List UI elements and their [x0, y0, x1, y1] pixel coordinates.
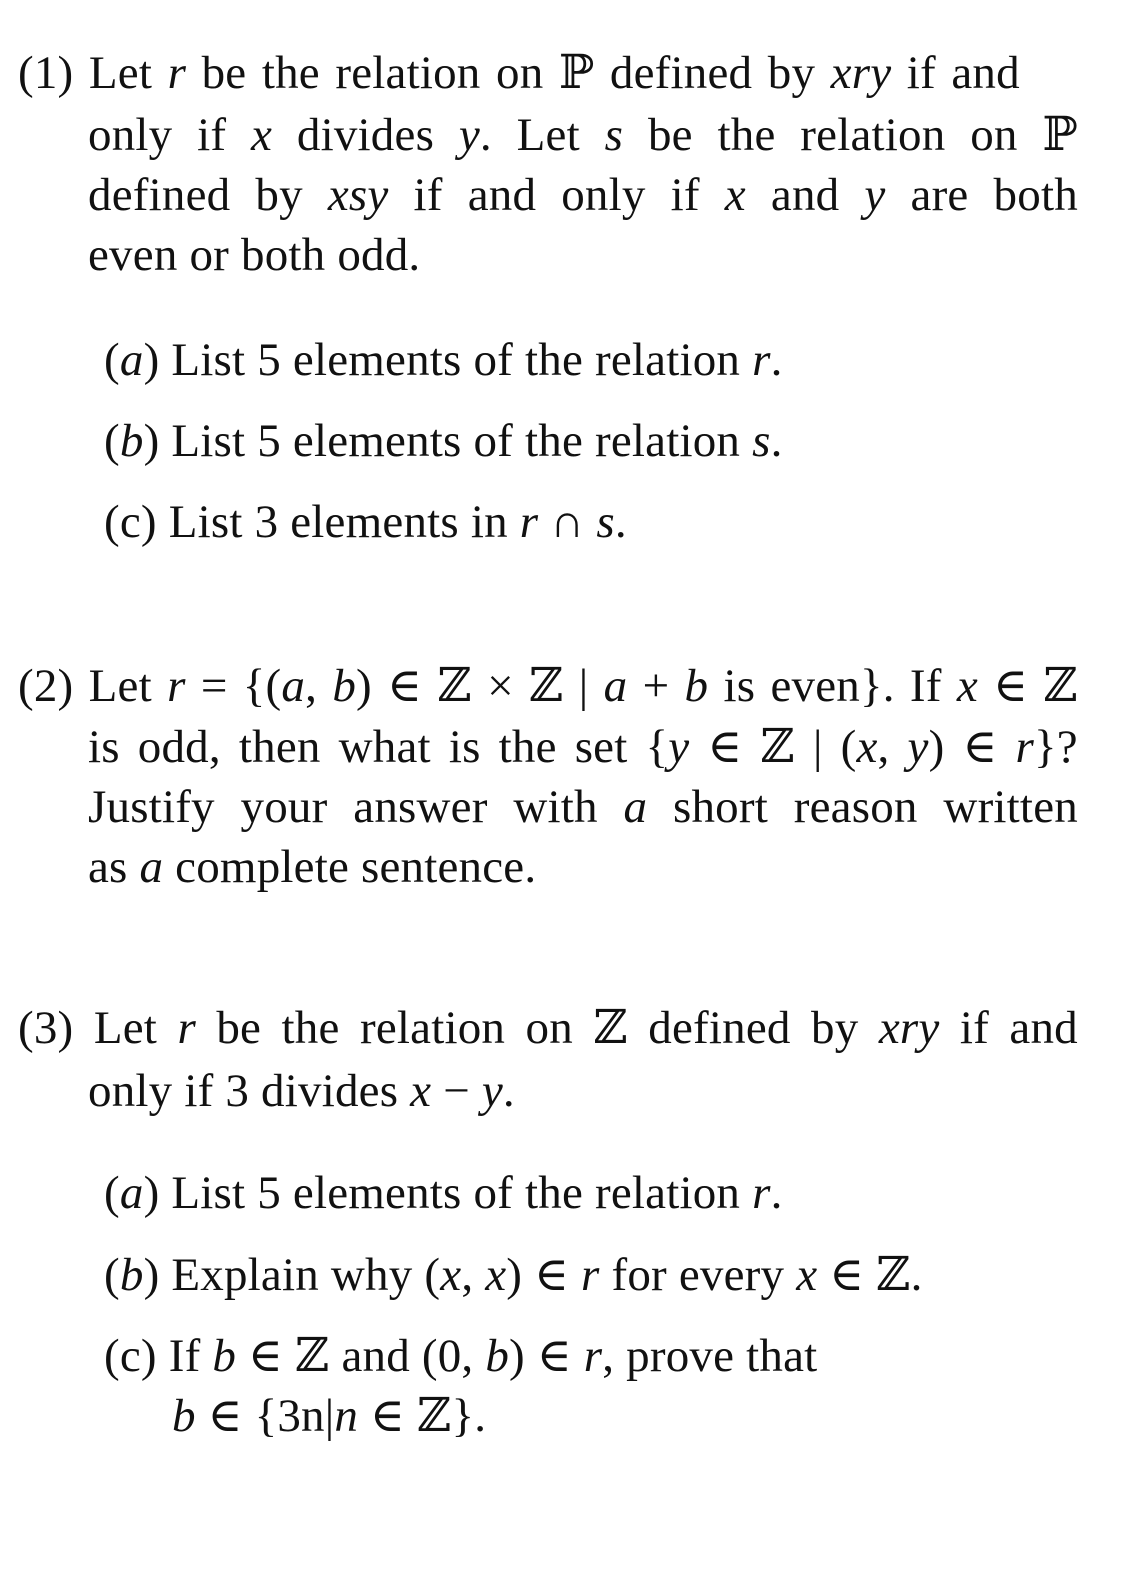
math-variable: a — [281, 660, 306, 712]
word — [177, 1002, 196, 1054]
math-variable: r — [177, 1002, 196, 1054]
word: on — [496, 47, 544, 99]
math-variable: s — [596, 496, 615, 548]
word: if — [959, 1002, 989, 1054]
problem-1-line-2 — [88, 109, 1078, 161]
word: ℤ — [437, 660, 472, 712]
word: by — [255, 169, 303, 221]
math-variable: b — [119, 1249, 144, 1301]
word: ℙ — [558, 47, 595, 99]
math-variable: n — [334, 1390, 359, 1442]
word: (x, — [840, 721, 890, 773]
word: divides — [296, 109, 435, 161]
word: | — [812, 721, 823, 773]
word — [251, 109, 273, 161]
math-variable: y — [668, 721, 690, 773]
math-variable: x — [956, 660, 978, 712]
word: defined — [609, 47, 753, 99]
word: Let — [93, 1002, 158, 1054]
math-variable: r — [752, 334, 771, 386]
word — [327, 169, 389, 221]
word: If — [909, 660, 942, 712]
word: both — [993, 169, 1078, 221]
word: and — [770, 169, 840, 221]
word: ∈ — [387, 660, 423, 712]
word: short — [672, 781, 768, 833]
math-variable: x — [410, 1065, 432, 1117]
word: ℤ — [529, 660, 564, 712]
word: | — [578, 660, 589, 712]
word — [167, 47, 187, 99]
word — [684, 660, 709, 712]
problem-3-part-b: (b) Explain why (x, x) ∈ r for every x ∈ ℤ. — [104, 1249, 923, 1301]
problem-2-line-4: as a complete sentence. — [88, 841, 537, 893]
word: and — [1009, 1002, 1078, 1054]
problem-1-line-1 — [18, 47, 1020, 99]
word: defined — [88, 169, 231, 221]
word: is — [448, 721, 481, 773]
math-variable: b — [684, 660, 709, 712]
word: = — [200, 660, 228, 712]
math-variable: a — [139, 841, 164, 893]
word: the — [498, 721, 557, 773]
word — [830, 47, 892, 99]
word: on — [970, 109, 1018, 161]
word: what — [338, 721, 431, 773]
word — [864, 169, 886, 221]
problem-3-part-a: (a) List 5 elements of the relation r. — [104, 1167, 783, 1219]
problem-3-part-c-continuation: b ∈ {3n|n ∈ ℤ}. — [172, 1390, 487, 1442]
math-variable: a — [623, 781, 648, 833]
word: on — [525, 1002, 573, 1054]
word: only — [561, 169, 646, 221]
math-variable: x — [796, 1249, 818, 1301]
word: be — [216, 1002, 262, 1054]
word: defined — [648, 1002, 791, 1054]
word: written — [943, 781, 1078, 833]
word: relation — [359, 1002, 506, 1054]
word — [603, 660, 628, 712]
word: {(a, — [242, 660, 318, 712]
word: are — [910, 169, 969, 221]
word: Let — [88, 660, 152, 712]
math-variable: b — [485, 1330, 510, 1382]
math-variable: a — [119, 334, 144, 386]
word: the — [717, 109, 776, 161]
word: {y — [645, 721, 690, 773]
word: (3) — [18, 1002, 74, 1054]
word: (1) — [18, 47, 74, 99]
problem-2-line-3 — [88, 781, 1078, 833]
word: if — [197, 109, 227, 161]
word: Let — [88, 47, 153, 99]
word: by — [811, 1002, 859, 1054]
word: if — [670, 169, 700, 221]
word: by — [767, 47, 816, 99]
word: y) — [907, 721, 945, 773]
word: Justify — [88, 781, 215, 833]
problem-3-line-2: only if 3 divides x − y. — [88, 1065, 515, 1117]
math-variable: s — [604, 109, 624, 161]
word: your — [240, 781, 328, 833]
math-variable: a — [119, 1167, 144, 1219]
word: b) — [332, 660, 372, 712]
math-variable: y — [907, 721, 929, 773]
word: with — [513, 781, 598, 833]
problem-3-part-c: (c) If b ∈ ℤ and (0, b) ∈ r, prove that — [104, 1330, 818, 1382]
word — [167, 660, 186, 712]
word: Let — [516, 109, 580, 161]
word: reason — [793, 781, 918, 833]
word: even}. — [770, 660, 895, 712]
math-variable: xry — [830, 47, 892, 99]
math-variable: b — [212, 1330, 237, 1382]
word: odd, — [137, 721, 221, 773]
word: be — [201, 47, 247, 99]
problem-1-line-4: even or both odd. — [88, 229, 421, 281]
math-variable: xsy — [327, 169, 389, 221]
math-variable: b — [172, 1390, 196, 1442]
problem-2-line-2 — [88, 721, 1078, 773]
word: and — [467, 169, 537, 221]
word: if — [906, 47, 936, 99]
math-variable: x — [440, 1249, 462, 1301]
math-variable: y — [864, 169, 886, 221]
math-variable: x — [251, 109, 273, 161]
math-variable: r — [167, 660, 186, 712]
math-variable: r — [1015, 721, 1034, 773]
math-variable: s — [752, 415, 771, 467]
math-variable: r — [167, 47, 187, 99]
word: + — [642, 660, 670, 712]
word: (2) — [18, 660, 74, 712]
math-variable: y — [458, 109, 480, 161]
word — [878, 1002, 940, 1054]
word: y. — [458, 109, 492, 161]
word — [724, 169, 746, 221]
word: answer — [353, 781, 488, 833]
math-variable: x — [856, 721, 878, 773]
word — [956, 660, 978, 712]
problem-2-line-1 — [18, 660, 1078, 712]
math-variable: r — [583, 1330, 603, 1382]
word: ℤ — [1043, 660, 1078, 712]
word: ℤ — [593, 1002, 628, 1054]
problem-3-line-1 — [18, 1002, 1078, 1054]
word: × — [487, 660, 514, 712]
word: if — [413, 169, 443, 221]
word: ∈ — [962, 721, 998, 773]
word: be — [647, 109, 693, 161]
math-variable: b — [332, 660, 357, 712]
problem-1-part-b: (b) List 5 elements of the relation s. — [104, 415, 783, 467]
math-variable: a — [603, 660, 628, 712]
math-variable: r — [752, 1167, 771, 1219]
math-variable: b — [119, 415, 144, 467]
word — [604, 109, 624, 161]
math-variable: r — [581, 1249, 600, 1301]
math-variable: y — [481, 1065, 503, 1117]
word: ℙ — [1042, 109, 1078, 161]
word: only — [88, 109, 173, 161]
word: relation — [335, 47, 481, 99]
word: is — [88, 721, 120, 773]
math-variable: r — [519, 496, 539, 548]
problem-1-part-a: (a) List 5 elements of the relation r. — [104, 334, 783, 386]
word — [623, 781, 648, 833]
word: relation — [800, 109, 946, 161]
problem-1-line-3 — [88, 169, 1078, 221]
math-variable: xry — [878, 1002, 940, 1054]
word: the — [261, 47, 320, 99]
math-variable: x — [724, 169, 746, 221]
word: then — [238, 721, 321, 773]
word: set — [574, 721, 628, 773]
word: is — [723, 660, 756, 712]
word: and — [951, 47, 1020, 99]
word: ℤ — [760, 721, 795, 773]
word: r}? — [1015, 721, 1078, 773]
word: the — [281, 1002, 340, 1054]
math-variable: x — [485, 1249, 507, 1301]
word: ∈ — [707, 721, 743, 773]
word: ∈ — [993, 660, 1029, 712]
problem-1-part-c: (c) List 3 elements in r ∩ s. — [104, 496, 627, 548]
